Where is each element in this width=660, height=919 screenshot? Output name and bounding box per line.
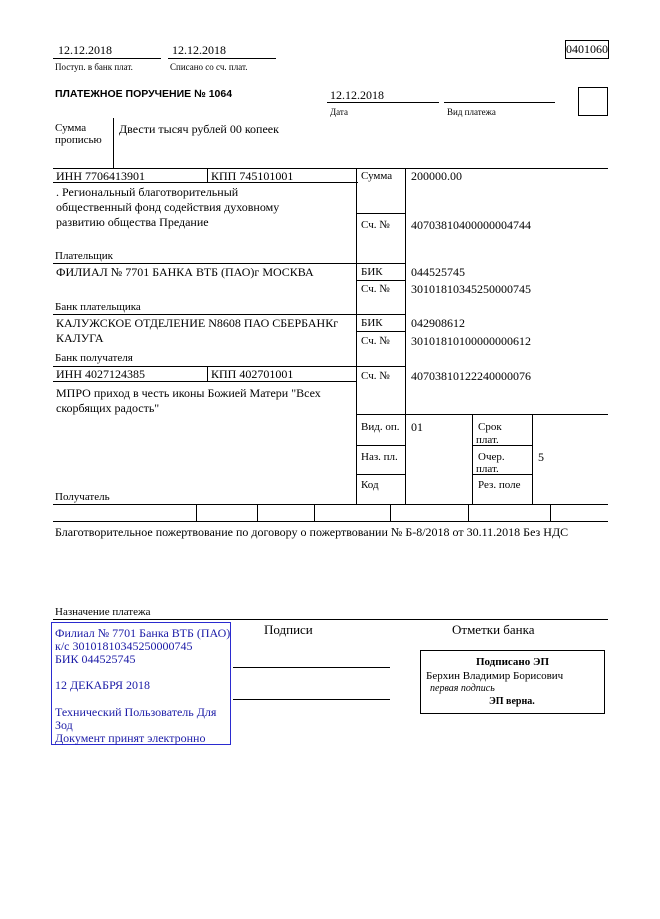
payer-account: 40703810400000004744 bbox=[411, 218, 531, 232]
vid-op-label: Вид. оп. bbox=[361, 421, 400, 433]
naz-pl-label: Наз. пл. bbox=[361, 451, 398, 463]
payment-purpose-label: Назначение платежа bbox=[55, 606, 151, 618]
payer-name-line2: общественный фонд содействия духовному bbox=[56, 200, 280, 214]
amount-value: 200000.00 bbox=[411, 169, 462, 183]
payer-name-line3: развитию общества Предание bbox=[56, 215, 209, 229]
signatures-label: Подписи bbox=[264, 622, 313, 637]
payer-inn: ИНН 7706413901 bbox=[56, 169, 145, 183]
stamp-line2: к/с 30101810345250000745 bbox=[55, 639, 193, 653]
ep-verified: ЭП верна. bbox=[489, 696, 535, 707]
payer-bank-bik: 044525745 bbox=[411, 265, 465, 279]
ocher-label-2: плат. bbox=[476, 463, 499, 475]
recipient-bank-label: Банк получателя bbox=[55, 352, 133, 364]
payer-account-label: Сч. № bbox=[361, 219, 390, 231]
ep-title: Подписано ЭП bbox=[475, 656, 550, 668]
stamp-user-line1: Технический Пользователь Для bbox=[55, 705, 217, 719]
stamp-line1: Филиал № 7701 Банка ВТБ (ПАО) bbox=[55, 626, 231, 640]
receipt-date: 12.12.2018 bbox=[58, 43, 112, 57]
payment-purpose: Благотворительное пожертвование по договору о пожертвовании № Б-8/2018 от 30.11.2018 Без НДС bbox=[55, 525, 569, 539]
payer-bank-label: Банк плательщика bbox=[55, 301, 141, 313]
debit-date: 12.12.2018 bbox=[172, 43, 226, 57]
stamp-line3: БИК 044525745 bbox=[55, 652, 136, 666]
payer-bank-name: ФИЛИАЛ № 7701 БАНКА ВТБ (ПАО)г МОСКВА bbox=[56, 265, 314, 279]
ep-signer: Берхин Владимир Борисович bbox=[426, 670, 564, 682]
ocher-value: 5 bbox=[538, 450, 544, 464]
stamp-accepted: Документ принят электронно bbox=[55, 731, 206, 745]
recipient-label: Получатель bbox=[55, 491, 110, 503]
ep-first-signature: первая подпись bbox=[430, 683, 495, 694]
recipient-bank-name-line1: КАЛУЖСКОЕ ОТДЕЛЕНИЕ N8608 ПАО СБЕРБАНКг bbox=[56, 316, 339, 330]
payment-type-label: Вид платежа bbox=[447, 107, 496, 117]
payer-name-line1: . Региональный благотворительный bbox=[56, 185, 239, 199]
vid-op-value: 01 bbox=[411, 420, 423, 434]
recipient-account: 40703810122240000076 bbox=[411, 369, 531, 383]
recipient-bank-account: 30101810100000000612 bbox=[411, 334, 531, 348]
receipt-label: Поступ. в банк плат. bbox=[55, 62, 133, 72]
stamp-user-line2: Зод bbox=[55, 718, 73, 732]
payer-bank-account-label: Сч. № bbox=[361, 283, 390, 295]
bank-stamp bbox=[51, 622, 231, 745]
recipient-bank-bik-label: БИК bbox=[361, 317, 383, 329]
amount-label: Сумма bbox=[361, 170, 393, 182]
order-date-label: Дата bbox=[330, 107, 348, 117]
amount-words-label-1: Сумма bbox=[55, 122, 87, 134]
payer-kpp: КПП 745101001 bbox=[211, 169, 294, 183]
payer-bank-bik-label: БИК bbox=[361, 266, 383, 278]
amount-words: Двести тысяч рублей 00 копеек bbox=[119, 122, 279, 136]
recipient-bank-name-line2: КАЛУГА bbox=[56, 331, 104, 345]
rez-label: Рез. поле bbox=[478, 479, 521, 491]
payer-label: Плательщик bbox=[55, 250, 113, 262]
page-title: ПЛАТЕЖНОЕ ПОРУЧЕНИЕ № 1064 bbox=[55, 88, 233, 100]
payment-type-box bbox=[578, 87, 608, 116]
recipient-name-line1: МПРО приход в честь иконы Божией Матери "Всех bbox=[56, 386, 321, 400]
ocher-label-1: Очер. bbox=[478, 451, 505, 463]
recipient-bank-bik: 042908612 bbox=[411, 316, 465, 330]
bank-marks-label: Отметки банка bbox=[452, 622, 535, 637]
recipient-name-line2: скорбящих радость" bbox=[56, 401, 160, 415]
recipient-kpp: КПП 402701001 bbox=[211, 367, 294, 381]
recipient-account-label: Сч. № bbox=[361, 370, 390, 382]
srok-label-1: Срок bbox=[478, 421, 502, 433]
ep-box bbox=[420, 650, 605, 714]
amount-words-label-2: прописью bbox=[55, 134, 102, 146]
srok-label-2: плат. bbox=[476, 434, 499, 446]
recipient-inn: ИНН 4027124385 bbox=[56, 367, 145, 381]
recipient-bank-account-label: Сч. № bbox=[361, 335, 390, 347]
form-code: 0401060 bbox=[565, 40, 609, 59]
stamp-date: 12 ДЕКАБРЯ 2018 bbox=[55, 678, 150, 692]
kod-label: Код bbox=[361, 479, 379, 491]
debit-label: Списано со сч. плат. bbox=[170, 62, 248, 72]
payer-bank-account: 30101810345250000745 bbox=[411, 282, 531, 296]
order-date: 12.12.2018 bbox=[330, 88, 384, 102]
